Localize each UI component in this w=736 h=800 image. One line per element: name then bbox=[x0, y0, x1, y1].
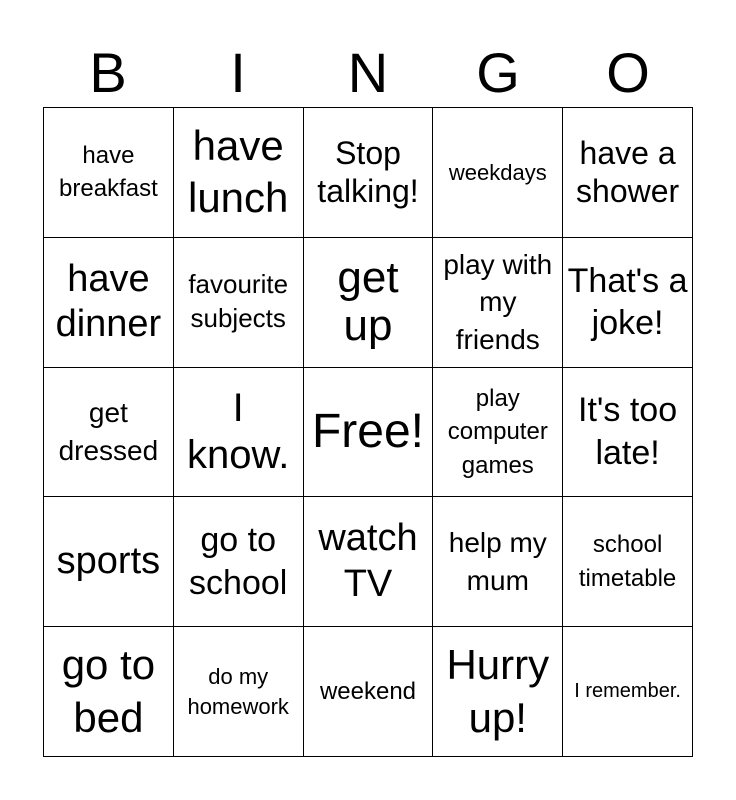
header-letter-g: G bbox=[476, 41, 520, 104]
cell-text: play computer games bbox=[447, 384, 548, 479]
cell-text: have dinner bbox=[55, 257, 162, 346]
bingo-cell[interactable] bbox=[433, 238, 563, 368]
cell-text: go to school bbox=[189, 521, 288, 602]
cell-text: I remember. bbox=[574, 680, 681, 703]
cell-text: It's too late! bbox=[578, 391, 678, 472]
bingo-cell[interactable] bbox=[44, 108, 174, 238]
bingo-cell[interactable] bbox=[563, 497, 693, 627]
bingo-cell[interactable] bbox=[304, 497, 434, 627]
cell-text: have a shower bbox=[576, 135, 680, 210]
bingo-cell[interactable] bbox=[304, 368, 434, 498]
bingo-cell[interactable] bbox=[433, 497, 563, 627]
header-letter-n: N bbox=[347, 41, 389, 104]
cell-text: have breakfast bbox=[59, 141, 158, 203]
bingo-header bbox=[43, 40, 693, 106]
bingo-cell[interactable] bbox=[304, 627, 434, 757]
cell-text: I know. bbox=[187, 385, 290, 477]
bingo-board bbox=[43, 107, 693, 757]
cell-text: get dressed bbox=[58, 397, 159, 466]
cell-text: Free! bbox=[311, 405, 424, 459]
bingo-cell[interactable] bbox=[433, 108, 563, 238]
cell-text: do my homework bbox=[187, 663, 289, 719]
bingo-cell[interactable] bbox=[44, 497, 174, 627]
cell-text: play with my friends bbox=[443, 248, 553, 356]
cell-text: help my mum bbox=[448, 526, 547, 596]
bingo-cell[interactable] bbox=[44, 368, 174, 498]
cell-text: favourite subjects bbox=[188, 269, 289, 334]
header-letter-i: I bbox=[230, 41, 246, 104]
bingo-cell[interactable] bbox=[174, 108, 304, 238]
bingo-cell[interactable] bbox=[174, 627, 304, 757]
cell-text: Hurry up! bbox=[446, 641, 550, 741]
bingo-cell[interactable] bbox=[174, 497, 304, 627]
bingo-cell[interactable] bbox=[563, 238, 693, 368]
bingo-cell[interactable] bbox=[304, 108, 434, 238]
bingo-cell[interactable] bbox=[44, 238, 174, 368]
cell-text: have lunch bbox=[187, 121, 289, 222]
bingo-cell[interactable] bbox=[174, 368, 304, 498]
header-letter-o: O bbox=[606, 41, 650, 104]
bingo-cell[interactable] bbox=[433, 368, 563, 498]
bingo-cell[interactable] bbox=[563, 108, 693, 238]
cell-text: go to bed bbox=[61, 641, 156, 741]
bingo-cell[interactable] bbox=[433, 627, 563, 757]
cell-text: Stop talking! bbox=[317, 135, 419, 210]
cell-text: school timetable bbox=[578, 531, 677, 592]
bingo-cell[interactable] bbox=[563, 627, 693, 757]
bingo-cell[interactable] bbox=[304, 238, 434, 368]
bingo-cell[interactable] bbox=[563, 368, 693, 498]
bingo-cell[interactable] bbox=[44, 627, 174, 757]
cell-text: weekend bbox=[319, 677, 417, 705]
cell-text: That's a joke! bbox=[567, 261, 688, 343]
bingo-cell[interactable] bbox=[174, 238, 304, 368]
cell-text: sports bbox=[56, 539, 161, 582]
cell-text: watch TV bbox=[318, 517, 418, 605]
cell-text: weekdays bbox=[448, 159, 547, 185]
header-letter-b: B bbox=[89, 41, 127, 104]
cell-text: get up bbox=[337, 252, 399, 351]
